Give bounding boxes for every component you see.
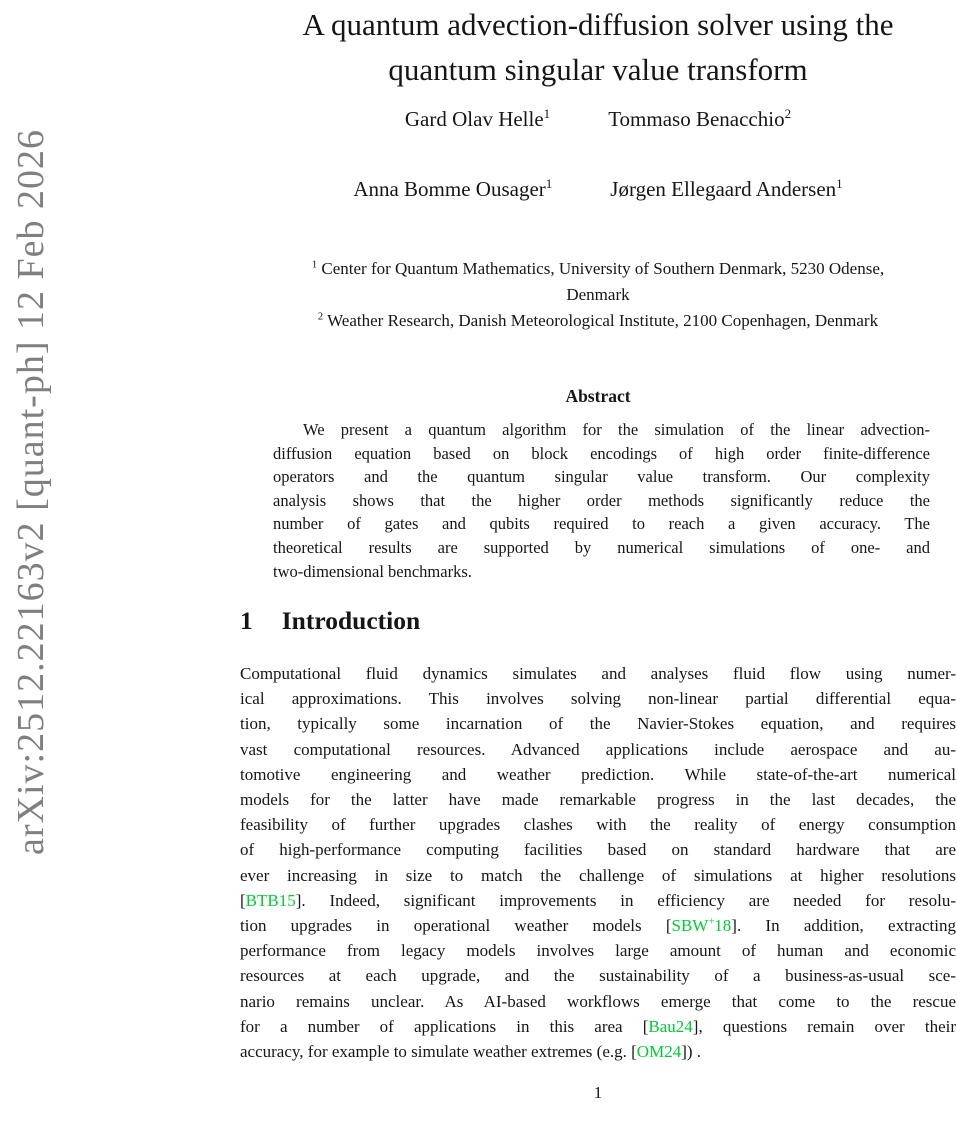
citation-link-OM24[interactable]: OM24 [636, 1042, 682, 1062]
affiliations [240, 256, 956, 334]
text-line: quantum singular value transform [388, 52, 808, 87]
text-line: A quantum advection-diffusion solver using the [302, 7, 894, 42]
section-title: Introduction [281, 606, 421, 635]
paper-content [240, 0, 956, 1122]
text-line: theoretical results are supported by numerical simulations of one- and [273, 537, 930, 557]
text-line: of high-performance computing facilities based on standard hardware that are [240, 840, 956, 860]
text-line: two-dimensional benchmarks. [273, 561, 472, 581]
affiliation-line: Denmark [566, 285, 630, 304]
text-line: [BTB15]. Indeed, significant improvements in efficiency are needed for resolu- [240, 890, 956, 910]
citation-link-SBW18[interactable]: SBW+18 [671, 916, 732, 936]
text-line: number of gates and qubits required to reach a given accuracy. The [273, 514, 930, 534]
author-name: Tommaso Benacchio$^2$ [608, 106, 792, 131]
section-number: 1 [240, 606, 253, 635]
text-line: resources at each upgrade, and the sustainability of a business-as-usual sce- [240, 966, 956, 986]
text-line: for a number of applications in this area [Bau24], questions remain over their [240, 1016, 956, 1036]
text-line: ever increasing in size to match the challenge of simulations at higher resolutions [240, 865, 956, 885]
text-line: We present a quantum algorithm for the simulation of the linear advection- [303, 420, 930, 439]
text-line: analysis shows that the higher order methods significantly reduce the [273, 490, 930, 510]
text-line: tion upgrades in operational weather models [SBW+18]. In addition, extracting [240, 916, 956, 936]
introduction-text [240, 661, 956, 1064]
author-name: Jørgen Ellegaard Andersen$^1$ [610, 176, 843, 201]
authors-row-1 [240, 107, 956, 132]
text-line: operators and the quantum singular value transform. Our complexity [273, 467, 930, 487]
text-line: tion, typically some incarnation of the Navier-Stokes equation, and requires [240, 714, 956, 734]
text-line: accuracy, for example to simulate weather extremes (e.g. [OM24]) . [240, 1042, 702, 1062]
page-number: 1 [593, 1083, 603, 1102]
text-line: nario remains unclear. As AI-based workflows emerge that come to the rescue [240, 991, 956, 1011]
arxiv-watermark: arXiv:2512.22163v2 [quant-ph] 12 Feb 2026 [10, 129, 52, 855]
affiliation-line: $^2$ Weather Research, Danish Meteorological Institute, 2100 Copenhagen, Denmark [317, 311, 879, 330]
paper-title [220, 2, 957, 92]
text-line: feasibility of further upgrades clashes with the reality of energy consumption [240, 815, 956, 835]
citation-link-Bau24[interactable]: Bau24 [648, 1016, 693, 1036]
abstract-heading: Abstract [565, 386, 631, 406]
authors-row-2 [240, 177, 956, 202]
affiliation-line: $^1$ Center for Quantum Mathematics, University of Southern Denmark, 5230 Odense, [311, 259, 885, 278]
text-line: Computational fluid dynamics simulates and analyses fluid flow using numer- [240, 664, 956, 683]
text-line: diffusion equation based on block encodings of high order finite-difference [273, 443, 930, 463]
author-name: Anna Bomme Ousager$^1$ [353, 176, 553, 201]
text-line: vast computational resources. Advanced applications include aerospace and au- [240, 739, 956, 759]
section-heading-introduction [240, 606, 420, 636]
text-line: models for the latter have made remarkable progress in the last decades, the [240, 790, 956, 810]
text-line: performance from legacy models involves large amount of human and economic [240, 941, 956, 961]
text-line: ical approximations. This involves solving non-linear partial differential equa- [240, 689, 956, 709]
citation-link-BTB15[interactable]: BTB15 [245, 890, 296, 910]
text-line: tomotive engineering and weather prediction. While state-of-the-art numerical [240, 764, 956, 784]
author-name: Gard Olav Helle$^1$ [404, 106, 551, 131]
abstract-text [273, 418, 930, 583]
